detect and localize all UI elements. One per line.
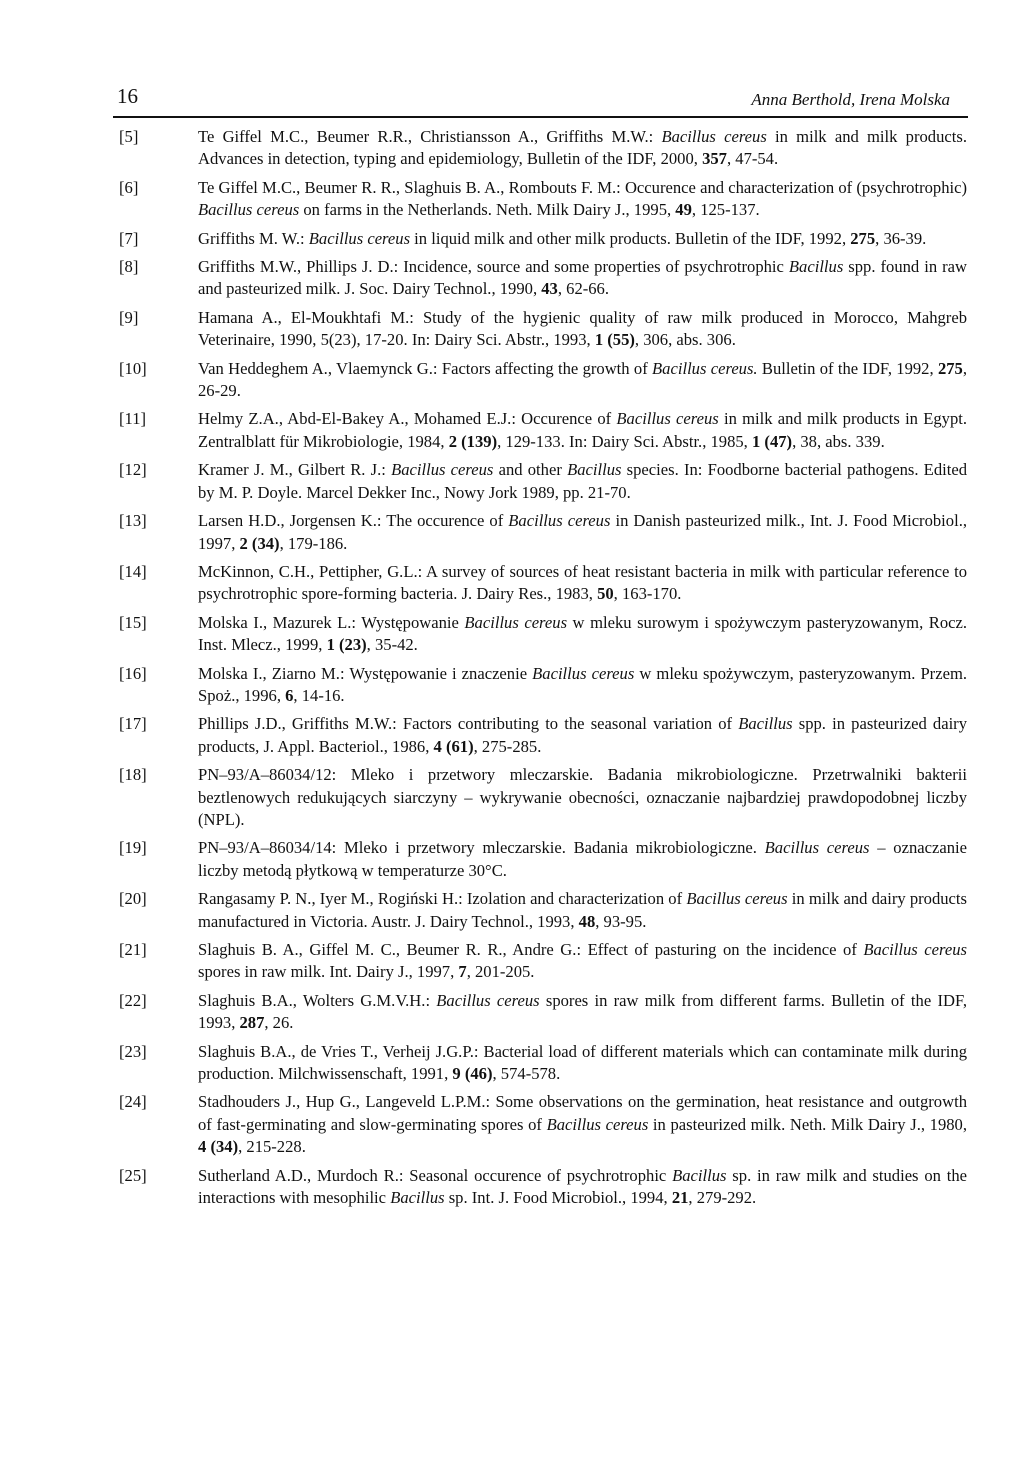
reference-number: [12] [119,460,147,480]
reference-item [119,177,967,222]
reference-segment: Rangasamy P. N., Iyer M., Rogiński H.: Izolation and characterization of [198,889,687,909]
reference-segment: , 275-285. [473,736,542,756]
reference-text [198,562,967,603]
reference-segment: , 125-137. [691,200,760,220]
reference-segment: Te Giffel M.C., Beumer R. R., Slaghuis B. A., Rombouts F. M.: Occurence and characterization of (psychrotrophic) [198,177,967,197]
reference-text [198,940,967,981]
species-name: Bacillus cereus [308,228,411,248]
reference-segment: , 215-228. [238,1137,306,1157]
reference-segment: PN–93/A–86034/12: Mleko i przetwory mleczarskie. Badania mikrobiologiczne. Przetrwalniki bakterii beztlenowych redukujących siarczyny – wykrywanie obecności, oznaczanie najbardziej prawdopodobnej liczby (NPL). [198,765,967,829]
reference-segment: , 574-578. [492,1064,561,1084]
reference-item [119,764,967,831]
reference-segment: , 279-292. [688,1188,757,1208]
reference-segment: spp. in pasteurized dairy products, J. Appl. Bacteriol., 1986, [198,714,967,756]
species-name: Bacillus [672,1165,727,1185]
reference-segment: Phillips J.D., Griffiths M.W.: Factors contributing to the seasonal variation of [198,714,739,734]
species-name: Bacillus cereus. [652,358,758,378]
reference-segment: on farms in the Netherlands. Neth. Milk Dairy J., 1995, [299,200,676,220]
reference-segment: , 38, abs. 339. [792,431,885,451]
volume-number: 49 [675,200,692,220]
volume-number: 2 (34) [239,533,280,553]
reference-segment: w mleku surowym i spożywczym pasteryzowanym, Rocz. Inst. Mlecz., 1999, [198,612,967,655]
reference-segment: Slaghuis B.A., Wolters G.M.V.H.: [198,990,437,1010]
species-name: Bacillus [390,1188,445,1208]
reference-segment: McKinnon, C.H., Pettipher, G.L.: A survey of sources of heat resistant bacteria in milk with particular reference to psychrotrophic spore-forming bacteria. J. Dairy Res., 1983, [198,561,967,604]
reference-segment: Helmy Z.A., Abd-El-Bakey A., Mohamed E.J.: Occurence of [198,409,617,429]
reference-item [119,939,967,984]
reference-segment: , 36-39. [875,228,927,248]
reference-number: [10] [119,358,147,378]
reference-segment: Larsen H.D., Jorgensen K.: The occurence of [198,511,509,531]
reference-text [198,511,967,552]
reference-segment: sp. Int. J. Food Microbiol., 1994, [444,1188,672,1208]
reference-text [198,1166,967,1207]
volume-number: 1 (23) [326,635,367,655]
reference-text [198,178,967,219]
reference-item [119,126,967,171]
species-name: Bacillus cereus [508,511,611,531]
reference-segment: Molska I., Ziarno M.: Występowanie i znaczenie [198,663,533,683]
species-name: Bacillus [738,714,793,734]
reference-number: [24] [119,1092,147,1112]
reference-item [119,837,967,882]
reference-text [198,838,967,879]
volume-number: 1 (55) [594,330,635,350]
reference-segment: in milk and dairy products manufactured in Victoria. Austr. J. Dairy Technol., 1993, [198,889,967,931]
reference-segment: in milk and milk products in Egypt. Zentralblatt für Mikrobiologie, 1984, [198,409,967,451]
running-head: Anna Berthold, Irena Molska [751,90,950,109]
reference-text [198,460,967,501]
volume-number: 43 [541,279,558,299]
reference-segment: sp. in raw milk and studies on the interactions with mesophilic [198,1165,967,1208]
reference-number: [15] [119,612,147,632]
reference-item [119,307,967,352]
reference-segment: , 26. [264,1013,294,1033]
reference-item [119,713,967,758]
reference-item [119,256,967,301]
reference-segment: spores in raw milk from different farms. Bulletin of the IDF, 1993, [198,990,968,1033]
volume-number: 50 [597,584,614,604]
reference-segment: , 201-205. [466,962,535,982]
reference-number: [18] [119,765,147,785]
reference-item [119,990,967,1035]
reference-item [119,228,967,250]
reference-segment: Bulletin of the IDF, 1992, [757,358,938,378]
reference-segment: , 14-16. [293,685,345,705]
reference-segment: , 93-95. [595,911,647,931]
reference-segment: and other [493,460,568,480]
reference-segment: , 129-133. In: Dairy Sci. Abstr., 1985, [497,431,752,451]
reference-text [198,229,926,248]
reference-segment: , 163-170. [613,584,682,604]
reference-segment: – oznaczanie liczby metodą płytkową w temperaturze 30°C. [198,838,967,880]
reference-segment: , 26-29. [198,358,967,401]
reference-item [119,1165,967,1210]
reference-segment: spp. found in raw and pasteurized milk. J. Soc. Dairy Technol., 1990, [198,257,967,299]
reference-number: [14] [119,561,147,581]
reference-number: [7] [119,228,139,248]
reference-number: [17] [119,714,147,734]
reference-number: [22] [119,990,147,1010]
species-name: Bacillus cereus [464,612,568,632]
reference-text [198,714,967,755]
reference-text [198,613,967,654]
reference-number: [25] [119,1165,147,1185]
reference-item [119,888,967,933]
reference-segment: PN–93/A–86034/14: Mleko i przetwory mleczarskie. Badania mikrobiologiczne. [198,838,765,858]
reference-item [119,1041,967,1086]
reference-segment: Sutherland A.D., Murdoch R.: Seasonal occurence of psychrotrophic [198,1165,673,1185]
reference-segment: , 62-66. [557,279,610,299]
species-name: Bacillus cereus [686,889,788,909]
reference-text [198,664,967,705]
volume-number: 4 (34) [198,1137,239,1157]
page-number: 16 [117,84,138,108]
reference-segment: in milk and milk products. Advances in detection, typing and epidemiology, Bulletin of the IDF, 2000, [198,127,967,169]
species-name: Bacillus cereus [661,127,767,146]
reference-segment: , 35-42. [366,635,418,655]
volume-number: 357 [702,149,727,169]
volume-number: 6 [285,685,294,705]
reference-segment: Kramer J. M., Gilbert R. J.: [198,460,392,480]
reference-number: [9] [119,307,139,327]
species-name: Bacillus cereus [391,460,494,480]
reference-text [198,409,967,450]
reference-text [198,991,967,1032]
reference-segment: Te Giffel M.C., Beumer R.R., Christiansson A., Griffiths M.W.: [198,127,662,146]
reference-number: [19] [119,838,147,858]
species-name: Bacillus cereus [546,1114,649,1134]
volume-number: 48 [578,911,596,931]
species-name: Bacillus cereus [616,409,719,429]
reference-segment: Hamana A., El-Moukhtafi M.: Study of the hygienic quality of raw milk produced in Morocco, Mahgreb Veterinaire, 1990, 5(23), 17-20. In: Dairy Sci. Abstr., 1993, [198,307,967,350]
volume-number: 21 [671,1188,689,1208]
reference-number: [6] [119,177,139,197]
reference-item [119,561,967,606]
reference-list [119,126,967,1215]
reference-text [198,257,967,298]
reference-number: [8] [119,257,139,277]
reference-item [119,612,967,657]
species-name: Bacillus cereus [436,990,540,1010]
reference-segment: Slaghuis B. A., Giffel M. C., Beumer R. R., Andre G.: Effect of pasturing on the incidence of [198,940,864,959]
reference-segment: Griffiths M. W.: [198,228,309,248]
reference-segment: , 179-186. [279,533,348,553]
reference-segment: in pasteurized milk. Neth. Milk Dairy J., 1980, [648,1114,967,1134]
reference-text [198,1092,967,1156]
reference-item [119,510,967,555]
species-name: Bacillus cereus [198,200,300,220]
species-name: Bacillus cereus [532,663,635,683]
species-name: Bacillus [567,460,622,480]
volume-number: 275 [850,228,876,248]
reference-segment: Slaghuis B.A., de Vries T., Verheij J.G.P.: Bacterial load of different materials which can contaminate milk during production. Milchwissenschaft, 1991, [198,1041,967,1084]
reference-segment: species. In: Foodborne bacterial pathogens. Edited by M. P. Doyle. Marcel Dekker Inc., Nowy Jork 1989, pp. 21-70. [198,460,968,502]
volume-number: 275 [937,358,963,378]
reference-segment: Van Heddeghem A., Vlaemynck G.: Factors affecting the growth of [198,358,653,378]
volume-number: 9 (46) [452,1064,493,1084]
page-header [113,82,968,118]
reference-segment: , 306, abs. 306. [634,330,736,350]
volume-number: 2 (139) [448,431,498,451]
reference-segment: , 47-54. [726,149,779,169]
species-name: Bacillus cereus [863,940,967,959]
volume-number: 287 [239,1013,265,1033]
reference-number: [20] [119,889,147,909]
reference-segment: Molska I., Mazurek L.: Występowanie [198,612,465,632]
reference-number: [5] [119,127,139,146]
reference-segment: Griffiths M.W., Phillips J. D.: Incidence, source and some properties of psychrotrophic [198,257,789,277]
reference-segment: spores in raw milk. Int. Dairy J., 1997, [198,962,459,982]
reference-segment: Stadhouders J., Hup G., Langeveld L.P.M.: Some observations on the germination, heat resistance and outgrowth of fast-germinating and slow-germinating spores of [198,1092,967,1134]
species-name: Bacillus cereus [764,838,870,858]
reference-text [198,308,967,349]
reference-item [119,459,967,504]
species-name: Bacillus [788,257,844,277]
reference-number: [21] [119,940,147,959]
volume-number: 4 (61) [433,736,474,756]
reference-text [198,1042,967,1083]
reference-text [198,127,967,168]
reference-text [198,889,967,930]
volume-number: 1 (47) [751,431,793,451]
reference-segment: in liquid milk and other milk products. Bulletin of the IDF, 1992, [410,228,851,248]
reference-segment: in Danish pasteurized milk., Int. J. Food Microbiol., 1997, [198,511,967,553]
reference-number: [23] [119,1041,147,1061]
reference-number: [16] [119,663,147,683]
reference-segment: w mleku spożywczym, pasteryzowanym. Przem. Spoż., 1996, [198,663,967,705]
reference-item [119,358,967,403]
reference-item [119,1091,967,1158]
reference-item [119,663,967,708]
volume-number: 7 [458,962,467,982]
reference-text [198,359,967,400]
reference-number: [11] [119,409,147,429]
reference-item [119,408,967,453]
reference-number: [13] [119,511,147,531]
reference-text [198,765,967,829]
